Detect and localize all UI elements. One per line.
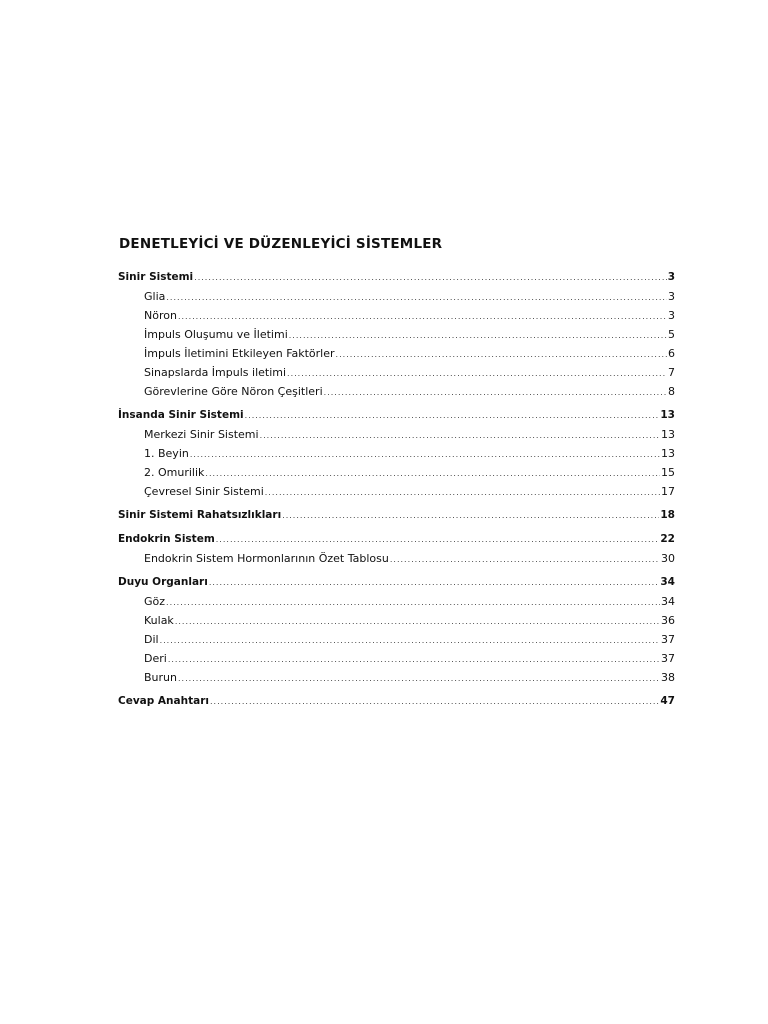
dot-leader xyxy=(194,268,667,287)
toc-page-number: 17 xyxy=(661,485,675,498)
table-of-contents xyxy=(118,268,675,716)
toc-entry-sub[interactable] xyxy=(118,287,675,306)
toc-section xyxy=(118,406,675,501)
dot-leader xyxy=(245,406,660,425)
dot-leader xyxy=(168,650,660,669)
toc-entry-sub[interactable] xyxy=(118,325,675,344)
toc-entry-label: Cevap Anahtarı xyxy=(118,695,209,707)
toc-entry-label: Göz xyxy=(144,595,166,608)
toc-entry-label: Çevresel Sinir Sistemi xyxy=(144,485,264,498)
toc-page-number: 34 xyxy=(661,595,675,608)
toc-entry-label: İmpuls İletimini Etkileyen Faktörler xyxy=(144,347,335,360)
toc-entry-sub[interactable] xyxy=(118,463,675,482)
toc-entry-label: İnsanda Sinir Sistemi xyxy=(118,409,244,421)
dot-leader xyxy=(282,506,659,525)
dot-leader xyxy=(265,483,660,502)
toc-page-number: 6 xyxy=(668,347,675,360)
toc-entry-label: Endokrin Sistem Hormonlarının Özet Tablosu xyxy=(144,552,389,565)
toc-page-number: 8 xyxy=(668,385,675,398)
toc-entry-label: Sinir Sistemi Rahatsızlıkları xyxy=(118,509,282,521)
toc-entry-sub[interactable] xyxy=(118,444,675,463)
toc-entry-label: 1. Beyin xyxy=(144,447,189,460)
toc-page-number: 18 xyxy=(660,509,675,521)
toc-entry-sub[interactable] xyxy=(118,668,675,687)
dot-leader xyxy=(205,464,660,483)
toc-entry-sub[interactable] xyxy=(118,344,675,363)
dot-leader xyxy=(260,426,660,445)
toc-page-number: 3 xyxy=(667,271,675,283)
toc-entry-label: Görevlerine Göre Nöron Çeşitleri xyxy=(144,385,323,398)
toc-entry-label: Sinapslarda İmpuls iletimi xyxy=(144,366,287,379)
dot-leader xyxy=(324,383,667,402)
toc-page-number: 37 xyxy=(661,652,675,665)
dot-leader xyxy=(178,307,667,326)
toc-page-number: 38 xyxy=(661,671,675,684)
toc-entry-label: Merkezi Sinir Sistemi xyxy=(144,428,259,441)
toc-entry-label: Burun xyxy=(144,671,177,684)
toc-section xyxy=(118,530,675,568)
toc-entry-sub[interactable] xyxy=(118,549,675,568)
dot-leader xyxy=(287,364,667,383)
toc-page-number: 13 xyxy=(661,447,675,460)
toc-entry-label: Nöron xyxy=(144,309,177,322)
toc-entry-label: Deri xyxy=(144,652,167,665)
toc-section xyxy=(118,506,675,525)
toc-entry-label: Glia xyxy=(144,290,166,303)
dot-leader xyxy=(289,326,667,345)
toc-entry-sub[interactable] xyxy=(118,649,675,668)
toc-page-number: 37 xyxy=(661,633,675,646)
toc-section xyxy=(118,268,675,401)
toc-page-number: 7 xyxy=(668,366,675,379)
dot-leader xyxy=(190,445,660,464)
toc-entry-label: Duyu Organları xyxy=(118,576,208,588)
toc-entry-sub[interactable] xyxy=(118,592,675,611)
dot-leader xyxy=(336,345,667,364)
toc-page-number: 13 xyxy=(661,428,675,441)
toc-entry-label: Endokrin Sistem xyxy=(118,533,215,545)
toc-entry-main[interactable] xyxy=(118,573,675,592)
dot-leader xyxy=(209,573,660,592)
toc-entry-label: Kulak xyxy=(144,614,174,627)
toc-section xyxy=(118,692,675,711)
toc-entry-label: 2. Omurilik xyxy=(144,466,205,479)
toc-page-number: 36 xyxy=(661,614,675,627)
toc-page-number: 13 xyxy=(660,409,675,421)
toc-entry-main[interactable] xyxy=(118,506,675,525)
toc-entry-main[interactable] xyxy=(118,530,675,549)
toc-page-number: 22 xyxy=(660,533,675,545)
dot-leader xyxy=(175,612,660,631)
dot-leader xyxy=(390,550,660,569)
toc-entry-main[interactable] xyxy=(118,406,675,425)
toc-entry-main[interactable] xyxy=(118,692,675,711)
toc-page-number: 47 xyxy=(660,695,675,707)
toc-entry-main[interactable] xyxy=(118,268,675,287)
toc-page-number: 5 xyxy=(668,328,675,341)
toc-section xyxy=(118,573,675,687)
toc-page-number: 30 xyxy=(661,552,675,565)
dot-leader xyxy=(178,669,660,688)
toc-entry-sub[interactable] xyxy=(118,382,675,401)
toc-entry-sub[interactable] xyxy=(118,630,675,649)
dot-leader xyxy=(210,692,659,711)
dot-leader xyxy=(166,593,660,612)
page-title: DENETLEYİCİ VE DÜZENLEYİCİ SİSTEMLER xyxy=(119,236,443,252)
toc-entry-label: Dil xyxy=(144,633,159,646)
toc-page-number: 3 xyxy=(668,290,675,303)
toc-entry-sub[interactable] xyxy=(118,482,675,501)
toc-entry-sub[interactable] xyxy=(118,611,675,630)
toc-entry-label: Sinir Sistemi xyxy=(118,271,194,283)
toc-page-number: 34 xyxy=(660,576,675,588)
toc-entry-sub[interactable] xyxy=(118,363,675,382)
dot-leader xyxy=(160,631,660,650)
toc-entry-sub[interactable] xyxy=(118,306,675,325)
toc-page-number: 3 xyxy=(668,309,675,322)
toc-entry-label: İmpuls Oluşumu ve İletimi xyxy=(144,328,288,341)
toc-entry-sub[interactable] xyxy=(118,425,675,444)
toc-page-number: 15 xyxy=(661,466,675,479)
dot-leader xyxy=(216,530,660,549)
dot-leader xyxy=(166,288,667,307)
